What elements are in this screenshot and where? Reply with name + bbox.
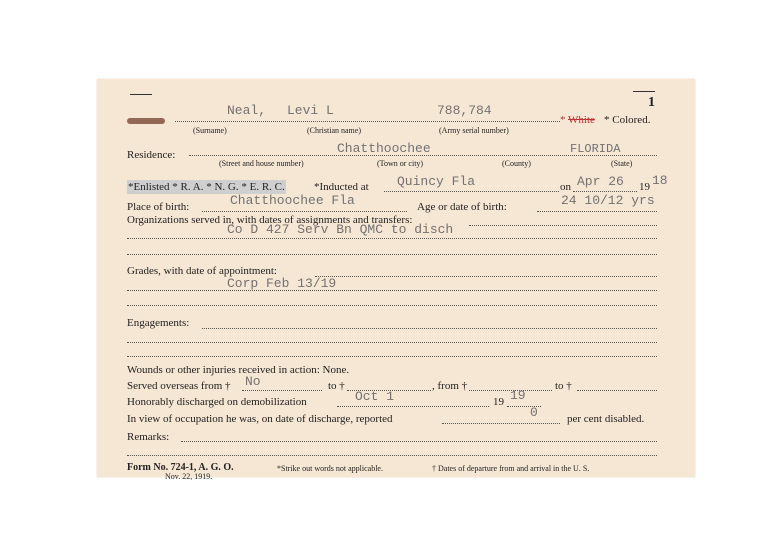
form-number: Form No. 724-1, A. G. O.: [127, 462, 234, 473]
footnote-strike: *Strike out words not applicable.: [277, 464, 383, 473]
caption-surname: (Surname): [193, 126, 227, 135]
serial-number-value: 788,784: [437, 103, 492, 118]
form-date: Nov. 22, 1919.: [165, 472, 213, 481]
inducted-date: Apr 26: [577, 174, 624, 189]
orgs-label: Organizations served in, with dates of assignments and transfers:: [127, 214, 413, 226]
caption-street: (Street and house number): [219, 159, 304, 168]
disabled-line: [442, 423, 560, 424]
age-value: 24 10/12 yrs: [561, 193, 655, 208]
wounds-text: Wounds or other injuries received in action: None.: [127, 364, 350, 376]
served-label: Served overseas from †: [127, 380, 231, 392]
orgs-line-1: [127, 238, 657, 239]
grades-line-2: [127, 305, 657, 306]
surname-value: Neal,: [227, 103, 267, 118]
ink-blot: [127, 118, 165, 124]
orgs-line-0: [469, 225, 657, 226]
grades-value: Corp Feb 13/19: [227, 276, 337, 291]
caption-state: (State): [611, 159, 633, 168]
card-number: 1: [648, 95, 655, 110]
name-line: [175, 121, 560, 122]
served-to2-line: [577, 390, 657, 391]
service-record-card: [97, 79, 695, 481]
engagements-line-1: [127, 342, 657, 343]
discharge-label: Honorably discharged on demobilization: [127, 396, 307, 408]
top-left-dash: [130, 94, 152, 95]
engagements-line-0: [202, 328, 657, 329]
race-white: White: [568, 114, 595, 126]
enlisted-label: *Enlisted * R. A. * N. G. * E. R. C.: [128, 181, 285, 193]
birthplace-line: [202, 211, 407, 212]
age-line: [537, 211, 657, 212]
inducted-date-line: [573, 191, 637, 192]
orgs-value: Co D 427 Serv Bn QMC to disch: [227, 222, 454, 237]
caption-serial-number: (Army serial number): [439, 126, 509, 135]
grades-line-1: [127, 290, 657, 291]
residence-label: Residence:: [127, 149, 176, 161]
year-prefix-2: 19: [493, 396, 504, 408]
inducted-place-line: [384, 191, 559, 192]
engagements-line-2: [127, 356, 657, 357]
inducted-label: *Inducted at: [314, 181, 369, 193]
age-label: Age or date of birth:: [417, 201, 507, 213]
disabled-label: In view of occupation he was, on date of discharge, reported: [127, 413, 393, 425]
on-label: on: [560, 181, 571, 193]
engagements-label: Engagements:: [127, 317, 190, 329]
remarks-line-0: [181, 441, 657, 442]
served-from-value: No: [245, 374, 261, 389]
race-colored: * Colored.: [604, 114, 651, 126]
christian-name-value: Levi L: [287, 103, 334, 118]
grades-line-0: [315, 276, 657, 277]
residence-town: Chatthoochee: [337, 141, 431, 156]
discharge-date-line: [337, 406, 489, 407]
year-prefix-1: 19: [639, 181, 650, 193]
caption-town: (Town or city): [377, 159, 424, 168]
residence-state: FLORIDA: [570, 142, 621, 156]
top-right-dash: [633, 91, 655, 92]
discharge-year: 19: [510, 388, 526, 403]
residence-line: [189, 155, 657, 156]
inducted-year: 18: [652, 173, 668, 188]
disabled-suffix: per cent disabled.: [567, 413, 645, 425]
from-label-2: , from †: [432, 380, 468, 392]
to-label-1: to †: [328, 380, 345, 392]
discharge-date: Oct 1: [355, 389, 395, 404]
race-marker: *: [560, 114, 566, 126]
served-from-line: [242, 390, 322, 391]
inducted-place: Quincy Fla: [397, 174, 476, 189]
remarks-line-1: [127, 455, 657, 456]
to-label-2: to †: [555, 380, 572, 392]
remarks-label: Remarks:: [127, 431, 170, 443]
birthplace-value: Chatthoochee Fla: [230, 193, 355, 208]
orgs-line-2: [127, 254, 657, 255]
caption-christian-name: (Christian name): [307, 126, 361, 135]
footnote-dates: † Dates of departure from and arrival in the U. S.: [432, 464, 590, 473]
disabled-value: 0: [530, 405, 538, 420]
grades-label: Grades, with date of appointment:: [127, 265, 277, 277]
birthplace-label: Place of birth:: [127, 201, 190, 213]
caption-county: (County): [502, 159, 531, 168]
